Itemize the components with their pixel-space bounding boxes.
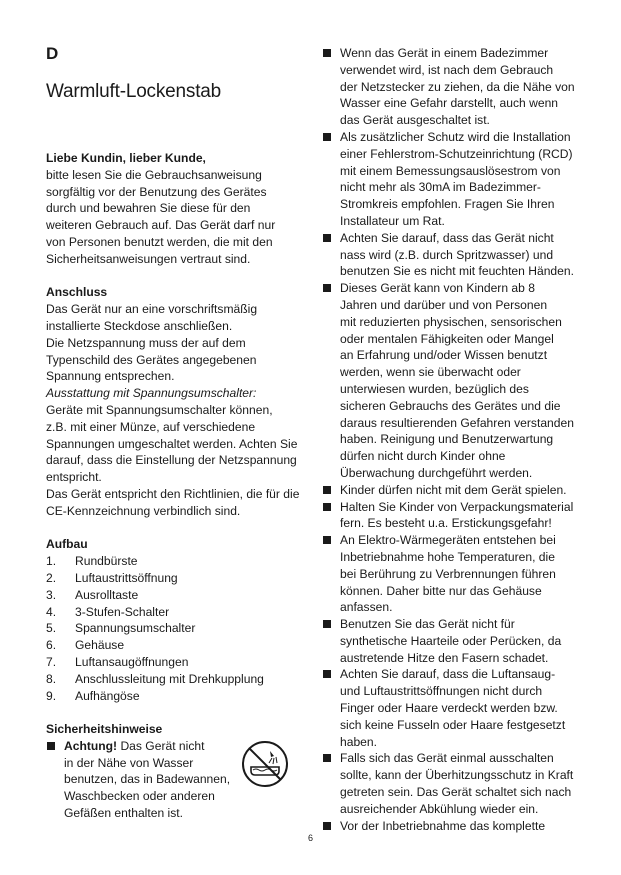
intro-text: bitte lesen Sie die Gebrauchsanweisung sorgfältig vor der Benutzung des Gerätes durch und bewahren Sie diese für den weiteren Gebrauch auf. Das Gerät darf nur von Personen benutzt werden, die mit den Sicherheitsanweisungen vertraut sind. — [46, 167, 276, 266]
list-item: 5. Spannungsumschalter — [46, 621, 196, 636]
list-item: Vor der Inbetriebnahme das komplette — [322, 818, 578, 835]
left-column — [46, 150, 302, 822]
list-item: 2. Luftaustrittsöffnung — [46, 570, 178, 585]
switch-subheading: Ausstattung mit Spannungsumschalter: — [46, 386, 257, 401]
list-item: 1. Rundbürste — [46, 554, 138, 569]
list-item: Kinder dürfen nicht mit dem Gerät spielen. — [322, 482, 578, 499]
list-item: Achten Sie darauf, dass das Gerät nicht nass wird (z.B. durch Spritzwasser) und benutzen Sie es nicht mit feuchten Händen. — [322, 230, 578, 280]
parts-list — [46, 553, 302, 704]
list-item: Falls sich das Gerät einmal ausschalten sollte, kann der Überhitzungsschutz in Kraft getreten sein. Das Gerät schaltet sich nach ausreichender Abkühlung wieder ein. — [322, 750, 578, 817]
list-item: Als zusätzlicher Schutz wird die Installation einer Fehlerstrom-Schutzeinrichtung (RCD) mit einem Bemessungsauslösestrom von nicht mehr als 30mA im Badezimmer- Stromkreis empfohlen. Fragen Sie Ihren Installateur um Rat. — [322, 129, 578, 230]
list-item: 6. Gehäuse — [46, 638, 125, 653]
list-item: Benutzen Sie das Gerät nicht für synthetische Haarteile oder Perücken, da austretende Hitze den Fasern schadet. — [322, 616, 578, 666]
list-item: 3. Ausrolltaste — [46, 587, 139, 602]
connection-heading: Anschluss — [46, 285, 108, 300]
language-marker: D — [46, 44, 59, 63]
list-item: Wenn das Gerät in einem Badezimmer verwendet wird, ist nach dem Gebrauch der Netzstecker zu ziehen, da die Nähe von Wasser eine Gefahr darstellt, auch wenn das Gerät ausgeschaltet ist. — [322, 45, 578, 129]
list-item: 8. Anschlussleitung mit Drehkupplung — [46, 671, 264, 686]
no-water-bath-icon — [240, 739, 290, 789]
greeting: Liebe Kundin, lieber Kunde, — [46, 151, 206, 165]
warning-label: Achtung! — [64, 738, 118, 753]
page-title: Warmluft-Lockenstab — [46, 81, 222, 102]
list-item: 9. Aufhängöse — [46, 688, 140, 703]
list-item: 7. Luftansaugöffnungen — [46, 654, 189, 669]
safety-bullet-list — [322, 45, 578, 834]
switch-text: Geräte mit Spannungsumschalter können, z.B. mit einer Münze, auf verschiedene Spannungen umgeschaltet werden. Achten Sie darauf, dass die Einstellung der Netzspannung entspricht. Das Gerät entspricht den Richtlinien, die für die CE-Kennzeichnung verbindlich sind. — [46, 402, 300, 518]
warning-text: Das Gerät nicht in der Nähe von Wasser benutzen, das in Badewannen, Waschbecken oder anderen Gefäßen enthalten ist. — [64, 738, 231, 821]
list-item: An Elektro-Wärmegeräten entstehen bei Inbetriebnahme hohe Temperaturen, die bei Berührung zu Verbrennungen führen können. Daher bitte nur das Gehäuse anfassen. — [322, 532, 578, 616]
structure-heading: Aufbau — [46, 537, 88, 552]
list-item: Achten Sie darauf, dass die Luftansaug- und Luftaustrittsöffnungen nicht durch Finger oder Haare verdeckt werden bzw. sich keine Fusseln oder Haare festgesetzt haben. — [322, 666, 578, 750]
list-item: Dieses Gerät kann von Kindern ab 8 Jahren und darüber und von Personen mit reduzierten physischen, sensorischen oder mentalen Fähigkeiten oder Mangel an Erfahrung und/oder Wissen benutzt werden, wenn sie überwacht oder unterwiesen wurden, bezüglich des sicheren Gebrauchs des Gerätes und die daraus resultierenden Gefahren verstanden haben. Reinigung und Benutzerwartung dürfen nicht durch Kinder ohne Überwachung durchgeführt werden. — [322, 280, 578, 482]
connection-text: Das Gerät nur an eine vorschriftsmäßig installierte Steckdose anschließen. Die Netzspannung muss der auf dem Typenschild des Gerätes angegebenen Spannung entsprechen. — [46, 302, 258, 384]
list-item: Halten Sie Kinder von Verpackungsmaterial fern. Es besteht u.a. Erstickungsgefahr! — [322, 499, 578, 533]
page-number: 6 — [307, 833, 313, 843]
safety-heading: Sicherheitshinweise — [46, 722, 163, 737]
list-item: 4. 3-Stufen-Schalter — [46, 604, 170, 619]
right-column — [322, 45, 578, 834]
